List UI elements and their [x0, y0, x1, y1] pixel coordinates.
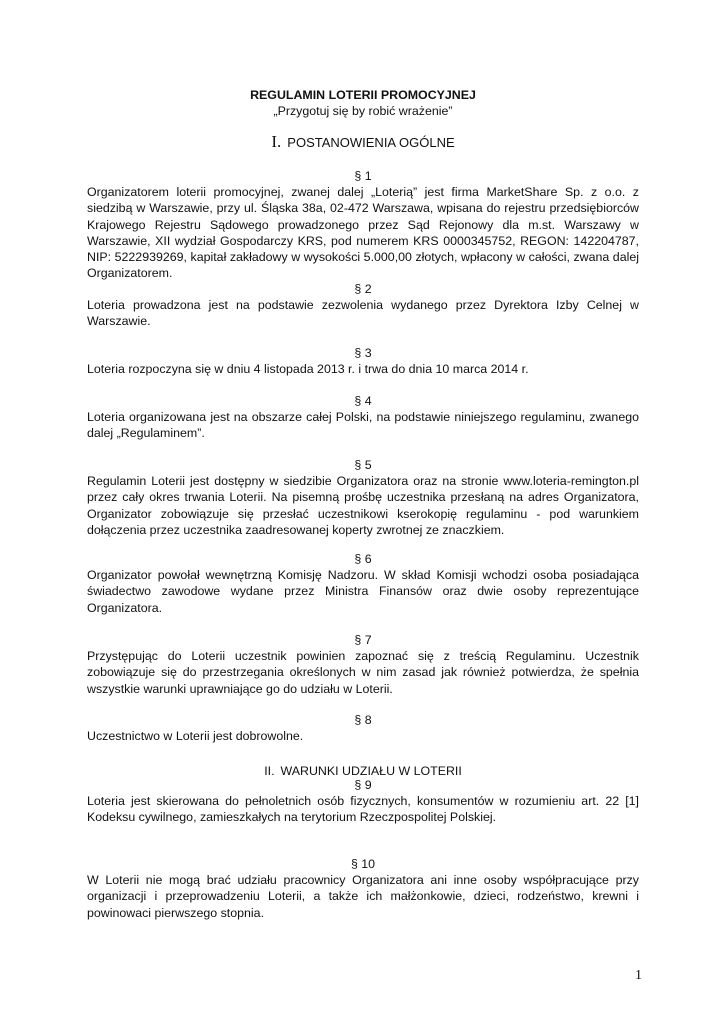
paragraph-8-text: Uczestnictwo w Loterii jest dobrowolne.: [87, 729, 304, 743]
paragraph-mark-7: § 7: [354, 633, 372, 647]
paragraph-10-text: W Loterii nie mogą brać udziału pracownicy Organizatora ani inne osoby współpracujące przy organizacji i przeprowadzeniu Loterii, a także ich małżonkowie, dzieci, rodzeństwo, krewni i powinowaci pierwszego stopnia.: [87, 873, 639, 920]
paragraph-1-text: Organizatorem loterii promocyjnej, zwanej dalej „Loterią” jest firma MarketShare Sp. z o.o. z siedzibą w Warszawie, przy ul. Śląska 38a, 02-472 Warszawa, wpisana do rejestru przedsiębiorców Krajowego Rejestru Sądowego prowadzonego przez Sąd Rejonowy dla m.st. Warszawy w Warszawie, XII wydział Gospodarczy KRS, pod numerem KRS 0000345752, REGON: 142204787, NIP: 5222939269, kapitał zakładowy w wysokości 5.000,00 złotych, wpłacony w całości, zwana dalej Organizatorem.: [87, 185, 639, 281]
paragraph-mark-2: § 2: [354, 282, 372, 296]
paragraph-mark-9: § 9: [354, 778, 372, 792]
paragraph-mark-1: § 1: [354, 169, 372, 183]
section-number: I.: [271, 132, 282, 151]
paragraph-mark-5: § 5: [354, 458, 372, 472]
section-title: POSTANOWIENIA OGÓLNE: [287, 135, 455, 150]
paragraph-mark-10: § 10: [350, 857, 376, 871]
section-heading-general: [87, 134, 639, 151]
paragraph-mark-3: § 3: [354, 346, 372, 360]
section-title: WARUNKI UDZIAŁU W LOTERII: [280, 764, 462, 778]
document-subtitle: „Przygotuj się by robić wrażenie”: [273, 104, 453, 118]
paragraph-4-text: Loteria organizowana jest na obszarze całej Polski, na podstawie niniejszego regulaminu, zwanego dalej „Regulaminem”.: [87, 410, 639, 441]
paragraph-2-text: Loteria prowadzona jest na podstawie zezwolenia wydanego przez Dyrektora Izby Celnej w Warszawie.: [87, 298, 639, 329]
section-number: II.: [264, 764, 275, 778]
paragraph-mark-8: § 8: [354, 713, 372, 727]
paragraph-6-text: Organizator powołał wewnętrzną Komisję Nadzoru. W skład Komisji wchodzi osoba posiadająca świadectwo zawodowe wydane przez Ministra Finansów oraz dwie osoby reprezentujące Organizatora.: [87, 568, 639, 615]
paragraph-9-text: Loteria jest skierowana do pełnoletnich osób fizycznych, konsumentów w rozumieniu art. 22 [1] Kodeksu cywilnego, zamieszkałych na terytorium Rzeczpospolitej Polskiej.: [87, 794, 639, 825]
paragraph-mark-6: § 6: [354, 552, 372, 566]
paragraph-3-text: Loteria rozpoczyna się w dniu 4 listopada 2013 r. i trwa do dnia 10 marca 2014 r.: [87, 362, 529, 376]
page-number: 1: [635, 968, 642, 983]
paragraph-7-text: Przystępując do Loterii uczestnik powinien zapoznać się z treścią Regulaminu. Uczestnik zobowiązuje się do przestrzegania określonych w nim zasad jak również potwierdza, że spełnia wszystkie warunki uprawniające go do udziału w Loterii.: [87, 649, 639, 696]
paragraph-mark-4: § 4: [354, 394, 372, 408]
paragraph-5-text: Regulamin Loterii jest dostępny w siedzibie Organizatora oraz na stronie www.loteria-remington.pl przez cały okres trwania Loterii. Na pisemną prośbę uczestnika przesłaną na adres Organizatora, Organizator zobowiązuje się przesłać uczestnikowi kserokopię regulaminu - pod warunkiem dołączenia przez uczestnika zaadresowanej koperty zwrotnej ze znaczkiem.: [87, 474, 639, 537]
document-title: REGULAMIN LOTERII PROMOCYJNEJ: [250, 88, 476, 102]
